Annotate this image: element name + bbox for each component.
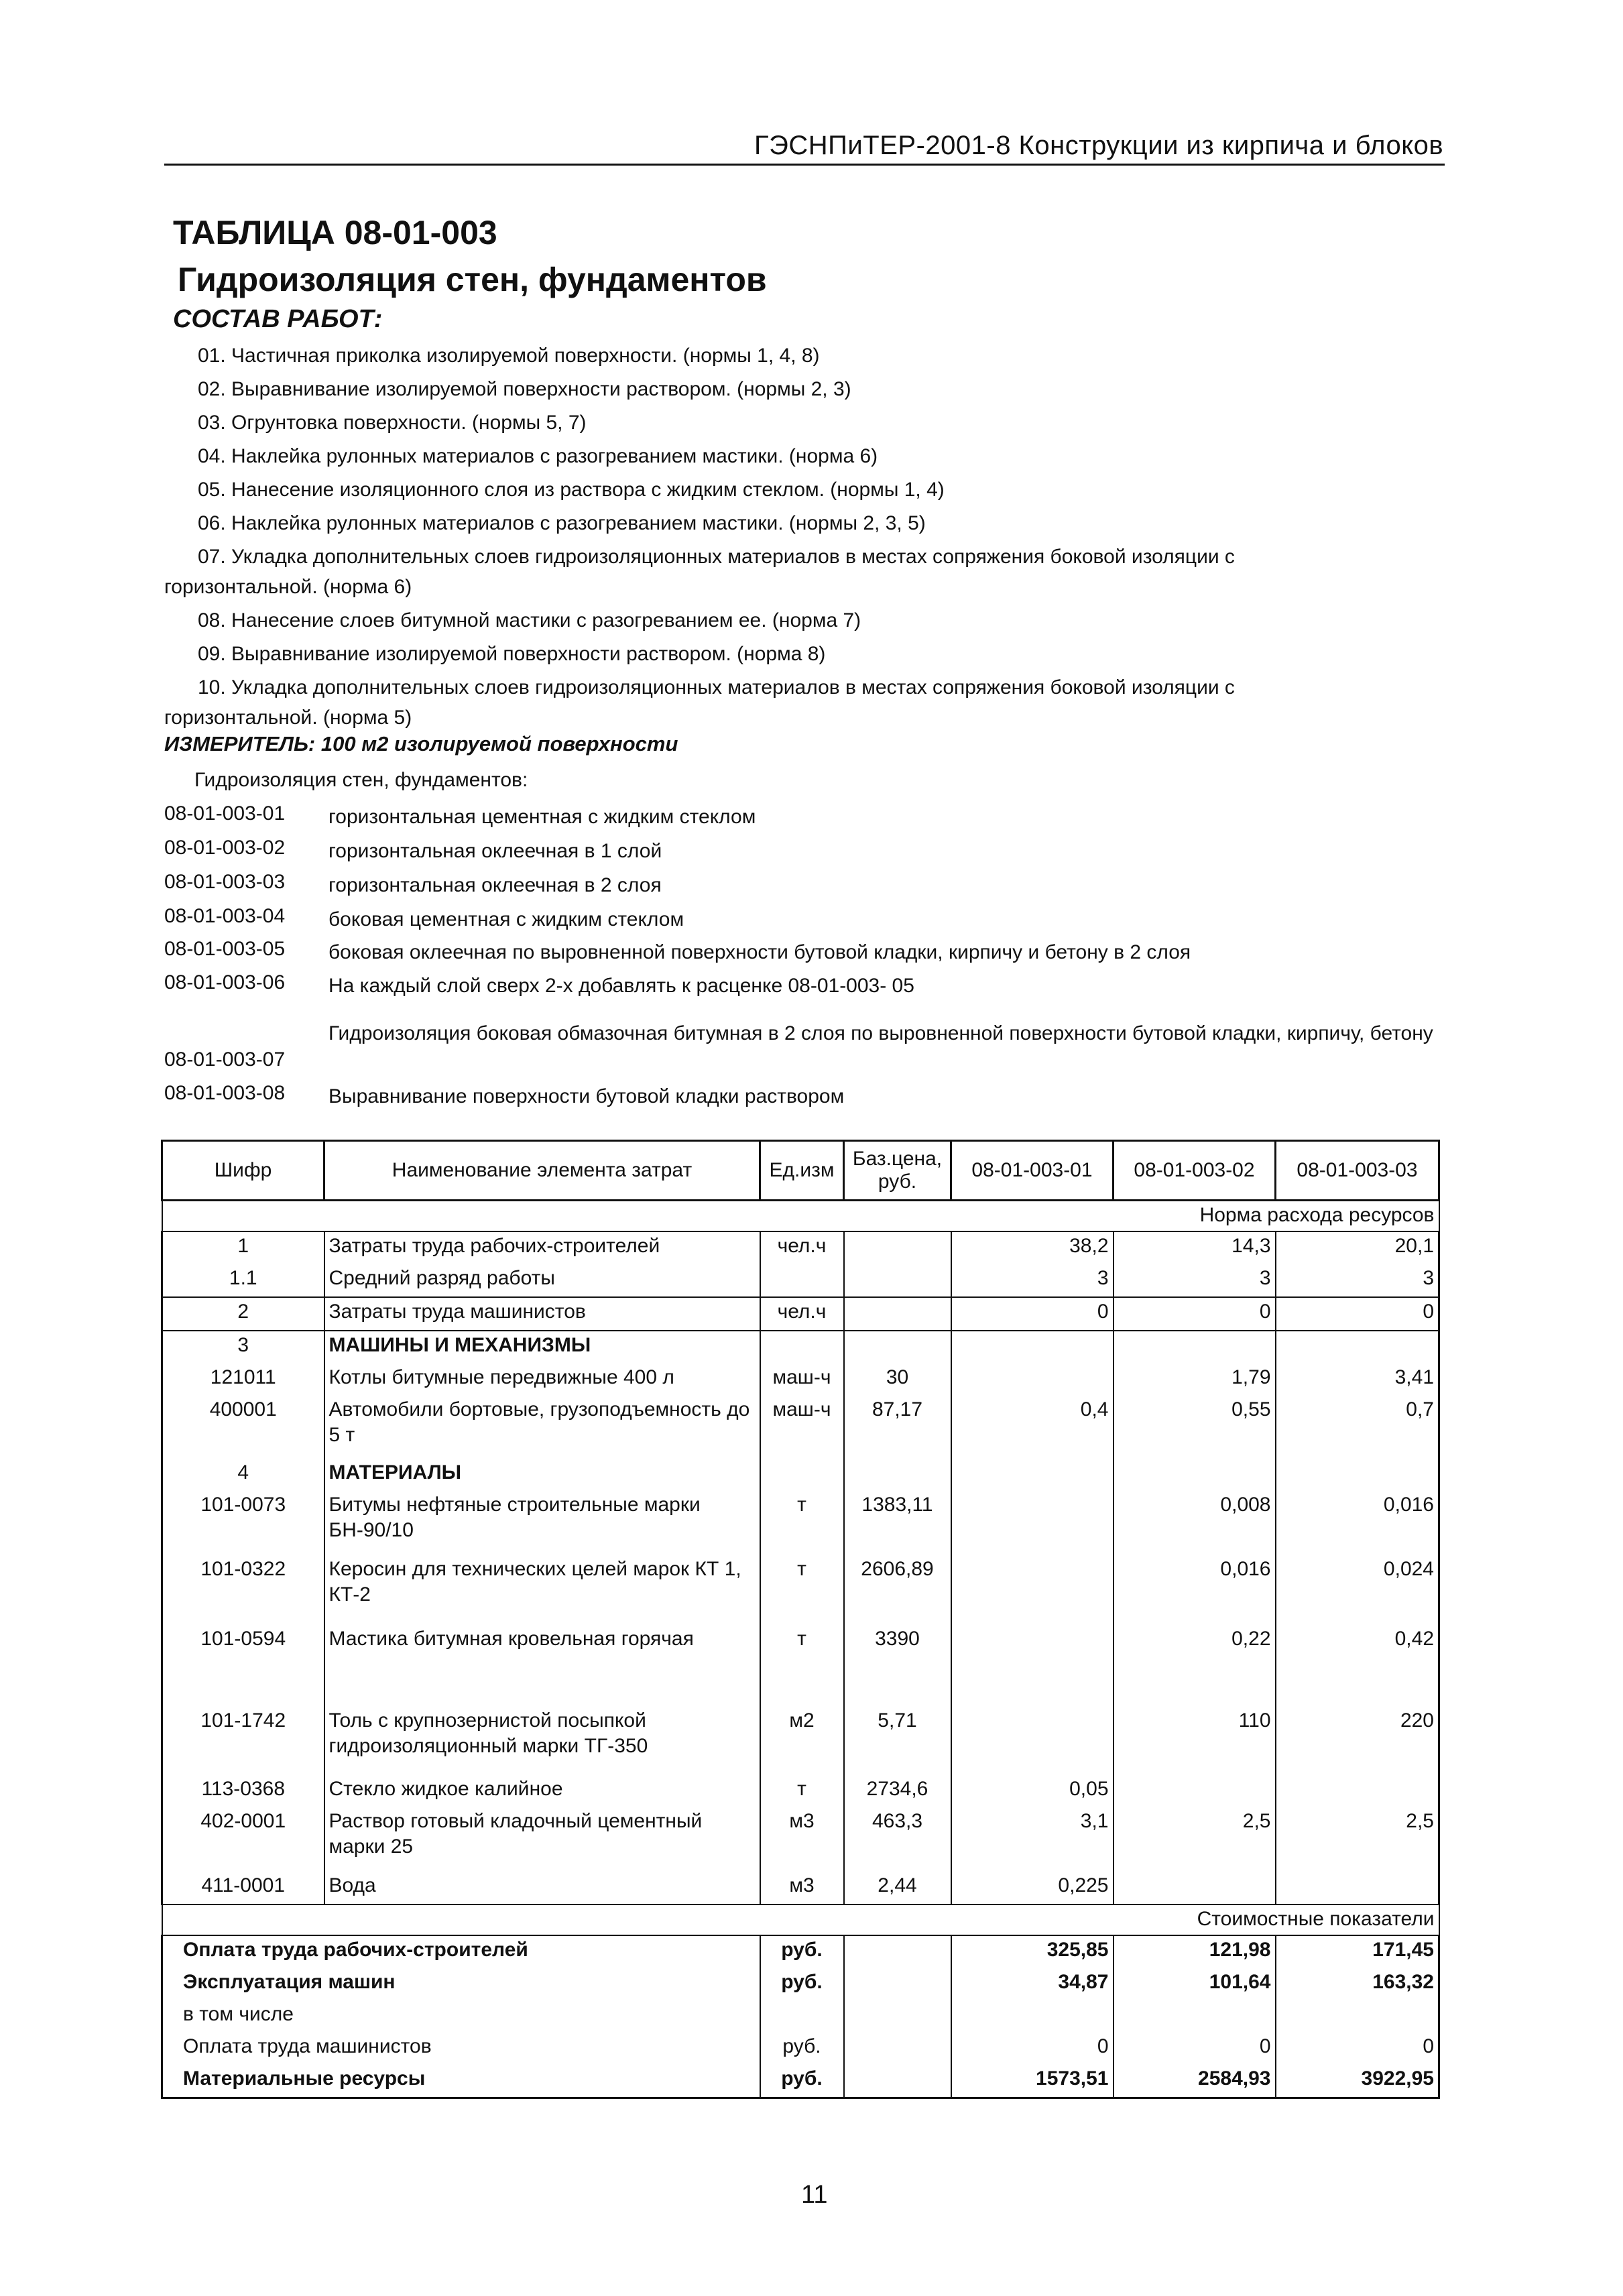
cost-v2: 2584,93: [1114, 2065, 1276, 2098]
cell-v2: 0,22: [1114, 1625, 1276, 1707]
cost-row: [162, 1935, 1439, 1968]
cell-v1: 3,1: [951, 1807, 1114, 1872]
cell-v3: 20,1: [1276, 1231, 1439, 1264]
cell-v3: [1276, 1775, 1439, 1807]
cell-code: 411-0001: [162, 1872, 324, 1905]
cell-v2: 3: [1114, 1264, 1276, 1297]
cell-code: 113-0368: [162, 1775, 324, 1807]
table-row: [162, 1231, 1439, 1264]
work-item: 06. Наклейка рулонных материалов с разогреванием мастики. (нормы 2, 3, 5): [198, 512, 926, 534]
table-row: [162, 1555, 1439, 1625]
cell-price: 463,3: [844, 1807, 951, 1872]
section-norm: Норма расхода ресурсов: [162, 1201, 1439, 1232]
work-item: 10. Укладка дополнительных слоев гидроизоляционных материалов в местах сопряжения боковой изоляции с горизонтальной. (норма 5): [164, 676, 1235, 729]
running-header: ГЭСНПиТЕР-2001-8 Конструкции из кирпича и блоков: [754, 131, 1444, 160]
cell-unit: м2: [760, 1707, 844, 1775]
cell-price: 2,44: [844, 1872, 951, 1905]
cell-price: 30: [844, 1364, 951, 1396]
works-label: СОСТАВ РАБОТ:: [173, 305, 383, 333]
table-row: [162, 1331, 1439, 1364]
cell-code: 1: [162, 1231, 324, 1264]
cell-v3: 3,41: [1276, 1364, 1439, 1396]
cell-price: [844, 1231, 951, 1264]
work-item: 02. Выравнивание изолируемой поверхности раствором. (нормы 2, 3): [198, 378, 851, 400]
cell-v1: [951, 1707, 1114, 1775]
col-header: Шифр: [162, 1141, 324, 1201]
table-header-row: [162, 1141, 1439, 1201]
cell-code: 3: [162, 1331, 324, 1364]
cost-name: в том числе: [162, 2000, 760, 2033]
cell-v2: [1114, 1331, 1276, 1364]
cell-name: Толь с крупнозернистой посыпкой гидроизоляционный марки ТГ-350: [324, 1707, 760, 1775]
cost-v1: 1573,51: [951, 2065, 1114, 2098]
cell-name: Средний разряд работы: [324, 1264, 760, 1297]
cost-name: Эксплуатация машин: [162, 1968, 760, 2000]
table-title: Гидроизоляция стен, фундаментов: [178, 261, 767, 298]
cost-row: [162, 2033, 1439, 2065]
col-header: Ед.изм: [760, 1141, 844, 1201]
cell-v1: [951, 1625, 1114, 1707]
cell-price: 3390: [844, 1625, 951, 1707]
cell-price: 2734,6: [844, 1775, 951, 1807]
table-row: [162, 1807, 1439, 1872]
cell-code: 4: [162, 1459, 324, 1491]
table-row: [162, 1707, 1439, 1775]
cell-unit: т: [760, 1775, 844, 1807]
cost-name: Оплата труда машинистов: [162, 2033, 760, 2065]
cell-code: 101-1742: [162, 1707, 324, 1775]
document-page: ГЭСНПиТЕР-2001-8 Конструкции из кирпича и блоков ТАБЛИЦА 08-01-003 Гидроизоляция стен, фундаментов СОСТАВ РАБОТ: 01. Частичная приколка изолируемой поверхности. (нормы 1, 4, 8) 02. Выравнивание изолируемой поверхности раствором. (нормы 2, 3) 03. Огрунтовка поверхности. (нормы 5, 7) 04. Наклейка рулонных материалов с разогреванием мастики. (норма 6) 05. Нанесение изоляционного слоя из раствора с жидким стеклом. (нормы 1, 4) 06. Наклейка рулонных материалов с разогреванием мастики. (нормы 2, 3, 5) 07. Укладка дополнительных слоев гидроизоляционных материалов в местах сопряжения боковой изоляции с горизонтальной. (норма 6) 08. Нанесение слоев битумной мастики с разогреванием ее. (норма 7) 09. Выравнивание изолируемой поверхности раствором. (норма 8) 10. Укладка дополнительных слоев гидроизоляционных материалов в местах сопряжения боковой изоляции с горизонтальной. (норма 5) ИЗМЕРИТЕЛЬ: 100 м2 изолируемой поверхности Гидроизоляция стен, фундаментов: 08-01-003-01 горизонтальная цементная с жидким стеклом 08-01-003-02 горизонтальная оклеечная в 1 слой 08-01-003-03 горизонтальная оклеечная в 2 слоя 08-01-003-04 боковая цементная с жидким стеклом 08-01-003-05 боковая оклеечная по выровненной поверхности бутовой кладки, кирпичу и бетону в 2 слоя 08-01-003-06 На каждый слой сверх 2-х добавлять к расценке 08-01-003- 05 08-01-003-07 Гидроизоляция боковая обмазочная битумная в 2 слоя по выровненной поверхности бутовой кладки, кирпичу, бетону 08-01-003-08 Выравнивание поверхности бутовой кладки раствором Шифр Наименование элемента затрат Ед.изм Баз.цена, руб. 08-01-003-01 08-01-003-02 08-01-003-03 Норма расхода ресурсов 1 Затраты труда рабочих-строителей чел.ч 38,2 14,3 20,1 1.1 Средний разряд работы 3 3 3 2 Затраты труда машинистов чел.ч 0 0 0 3 МАШИНЫ И МЕХАНИЗМЫ 121011 Котлы битумные передвижные 400 л маш-ч 30 1,79 3,41 400001 Автомобили бортовые, грузоподъемность до 5 т маш-ч 87,17 0,4 0,55 0,7 4 МАТЕРИАЛЫ 101-0073 Битумы нефтяные строительные марки БН-90/10 т 1383,11 0,008 0,016 101-0322 Керосин для технических целей марок КТ 1, КТ-2 т 2606,89 0,016 0,024 101-0594 Мастика битумная кровельная горячая т 3390 0,22 0,42 101-1742 Толь с крупнозернистой посыпкой гидроизоляционный марки ТГ-350 м2 5,71 110 220 113-0368 Стекло жидкое калийное т 2734,6 0,05 402-0001 Раствор готовый кладочный цементный марки 25 м3 463,3 3,1 2,5 2,5 411-0001 Вода м3 2,44 0,225 Стоимостные показатели Оплата труда рабочих-строителей руб. 325,85 121,98 171,45 Эксплуатация машин руб. 34,87 101,64 163,32 в том числе Оплата труда машинистов руб. 0 0 0 Материальные ресурсы руб. 1573,51 2584,93 3922,95 11: [0, 0, 1623, 2296]
table-row: [162, 1297, 1439, 1331]
measure-unit: ИЗМЕРИТЕЛЬ: 100 м2 изолируемой поверхности: [164, 732, 678, 756]
resource-table: [161, 1140, 1440, 2099]
work-item: 09. Выравнивание изолируемой поверхности раствором. (норма 8): [198, 643, 826, 665]
page-number: 11: [801, 2181, 828, 2209]
cell-v1: 3: [951, 1264, 1114, 1297]
col-header: 08-01-003-02: [1114, 1141, 1276, 1201]
cell-name: Раствор готовый кладочный цементный марки 25: [324, 1807, 760, 1872]
works-list: [164, 341, 1458, 736]
cost-row: [162, 2000, 1439, 2033]
cost-v2: 0: [1114, 2033, 1276, 2065]
cell-code: 1.1: [162, 1264, 324, 1297]
cell-name: Керосин для технических целей марок КТ 1, КТ-2: [324, 1555, 760, 1625]
cell-v2: [1114, 1459, 1276, 1491]
cost-price: [844, 2033, 951, 2065]
header-rule: [164, 164, 1445, 166]
cell-unit: маш-ч: [760, 1396, 844, 1459]
work-item: 03. Огрунтовка поверхности. (нормы 5, 7): [198, 412, 587, 434]
cell-code: 2: [162, 1297, 324, 1331]
cost-name: Оплата труда рабочих-строителей: [162, 1935, 760, 1968]
cost-price: [844, 2000, 951, 2033]
cell-unit: чел.ч: [760, 1297, 844, 1331]
cell-v1: 0: [951, 1297, 1114, 1331]
table-row: [162, 1459, 1439, 1491]
cell-v2: 1,79: [1114, 1364, 1276, 1396]
cost-v1: 0: [951, 2033, 1114, 2065]
cell-v3: [1276, 1459, 1439, 1491]
cell-code: 101-0594: [162, 1625, 324, 1707]
cost-v1: 325,85: [951, 1935, 1114, 1968]
cell-code: 402-0001: [162, 1807, 324, 1872]
cost-unit: [760, 2000, 844, 2033]
cell-name: Мастика битумная кровельная горячая: [324, 1625, 760, 1707]
cell-v1: 0,05: [951, 1775, 1114, 1807]
cost-price: [844, 1935, 951, 1968]
section-cost: Стоимостные показатели: [162, 1905, 1439, 1935]
work-item: 05. Нанесение изоляционного слоя из раствора с жидким стеклом. (нормы 1, 4): [198, 479, 945, 501]
cell-code: 400001: [162, 1396, 324, 1459]
cell-v2: 110: [1114, 1707, 1276, 1775]
cost-v3: 3922,95: [1276, 2065, 1439, 2098]
cost-unit: руб.: [760, 2033, 844, 2065]
cell-v3: 2,5: [1276, 1807, 1439, 1872]
col-header: Баз.цена, руб.: [844, 1141, 951, 1201]
cell-v1: [951, 1459, 1114, 1491]
cost-v3: [1276, 2000, 1439, 2033]
work-item: 08. Нанесение слоев битумной мастики с разогреванием ее. (норма 7): [198, 609, 861, 631]
cell-v2: [1114, 1775, 1276, 1807]
table-row: [162, 1491, 1439, 1555]
cost-price: [844, 1968, 951, 2000]
table-row: [162, 1364, 1439, 1396]
work-item: 01. Частичная приколка изолируемой поверхности. (нормы 1, 4, 8): [198, 345, 820, 367]
cost-unit: руб.: [760, 1935, 844, 1968]
cell-price: 87,17: [844, 1396, 951, 1459]
cost-v3: 171,45: [1276, 1935, 1439, 1968]
cell-unit: т: [760, 1625, 844, 1707]
cell-name: МАТЕРИАЛЫ: [324, 1459, 760, 1491]
cell-name: Затраты труда машинистов: [324, 1297, 760, 1331]
cell-unit: т: [760, 1491, 844, 1555]
cell-v2: 0,008: [1114, 1491, 1276, 1555]
work-item: 04. Наклейка рулонных материалов с разогреванием мастики. (норма 6): [198, 445, 878, 467]
cell-price: 1383,11: [844, 1491, 951, 1555]
cell-v3: [1276, 1872, 1439, 1905]
cell-v3: 0,7: [1276, 1396, 1439, 1459]
cell-unit: чел.ч: [760, 1231, 844, 1264]
cell-v2: 2,5: [1114, 1807, 1276, 1872]
cell-price: [844, 1297, 951, 1331]
cell-price: [844, 1459, 951, 1491]
cell-v3: 0: [1276, 1297, 1439, 1331]
cell-v2: 0: [1114, 1297, 1276, 1331]
table-row: [162, 1625, 1439, 1707]
cell-name: МАШИНЫ И МЕХАНИЗМЫ: [324, 1331, 760, 1364]
cell-v2: 14,3: [1114, 1231, 1276, 1264]
cell-v3: 0,42: [1276, 1625, 1439, 1707]
cell-v1: 38,2: [951, 1231, 1114, 1264]
cell-v1: [951, 1364, 1114, 1396]
cell-unit: [760, 1264, 844, 1297]
cell-unit: м3: [760, 1872, 844, 1905]
cell-name: Стекло жидкое калийное: [324, 1775, 760, 1807]
cell-price: 5,71: [844, 1707, 951, 1775]
cell-v1: [951, 1555, 1114, 1625]
table-row: [162, 1872, 1439, 1905]
table-row: [162, 1396, 1439, 1459]
cell-name: Затраты труда рабочих-строителей: [324, 1231, 760, 1264]
cell-name: Автомобили бортовые, грузоподъемность до 5 т: [324, 1396, 760, 1459]
table-number: ТАБЛИЦА 08-01-003: [173, 214, 497, 251]
cost-row: [162, 1968, 1439, 2000]
cost-v3: 0: [1276, 2033, 1439, 2065]
cost-v1: 34,87: [951, 1968, 1114, 2000]
cell-price: 2606,89: [844, 1555, 951, 1625]
col-header: 08-01-003-01: [951, 1141, 1114, 1201]
cell-v3: 0,016: [1276, 1491, 1439, 1555]
cost-unit: руб.: [760, 2065, 844, 2098]
cell-name: Вода: [324, 1872, 760, 1905]
col-header: Наименование элемента затрат: [324, 1141, 760, 1201]
cell-v1: [951, 1491, 1114, 1555]
cell-v3: 0,024: [1276, 1555, 1439, 1625]
cost-row: [162, 2065, 1439, 2098]
cell-v2: 0,016: [1114, 1555, 1276, 1625]
cell-unit: [760, 1331, 844, 1364]
cell-unit: т: [760, 1555, 844, 1625]
cell-name: Битумы нефтяные строительные марки БН-90/10: [324, 1491, 760, 1555]
cell-v2: [1114, 1872, 1276, 1905]
cell-unit: [760, 1459, 844, 1491]
cost-v2: 121,98: [1114, 1935, 1276, 1968]
work-item: 07. Укладка дополнительных слоев гидроизоляционных материалов в местах сопряжения боковой изоляции с горизонтальной. (норма 6): [164, 546, 1235, 598]
cell-code: 101-0322: [162, 1555, 324, 1625]
cell-code: 121011: [162, 1364, 324, 1396]
cell-unit: маш-ч: [760, 1364, 844, 1396]
cost-v1: [951, 2000, 1114, 2033]
cost-unit: руб.: [760, 1968, 844, 2000]
cell-v1: 0,225: [951, 1872, 1114, 1905]
cell-unit: м3: [760, 1807, 844, 1872]
cost-v3: 163,32: [1276, 1968, 1439, 2000]
cell-name: Котлы битумные передвижные 400 л: [324, 1364, 760, 1396]
cost-v2: 101,64: [1114, 1968, 1276, 2000]
table-row: [162, 1775, 1439, 1807]
group-title: Гидроизоляция стен, фундаментов:: [194, 769, 528, 791]
cell-price: [844, 1331, 951, 1364]
cell-v3: 220: [1276, 1707, 1439, 1775]
cost-name: Материальные ресурсы: [162, 2065, 760, 2098]
cell-v2: 0,55: [1114, 1396, 1276, 1459]
col-header: 08-01-003-03: [1276, 1141, 1439, 1201]
table-row: [162, 1264, 1439, 1297]
cell-v1: 0,4: [951, 1396, 1114, 1459]
cell-v3: [1276, 1331, 1439, 1364]
cost-v2: [1114, 2000, 1276, 2033]
cell-code: 101-0073: [162, 1491, 324, 1555]
cell-price: [844, 1264, 951, 1297]
cost-price: [844, 2065, 951, 2098]
cell-v1: [951, 1331, 1114, 1364]
cell-v3: 3: [1276, 1264, 1439, 1297]
